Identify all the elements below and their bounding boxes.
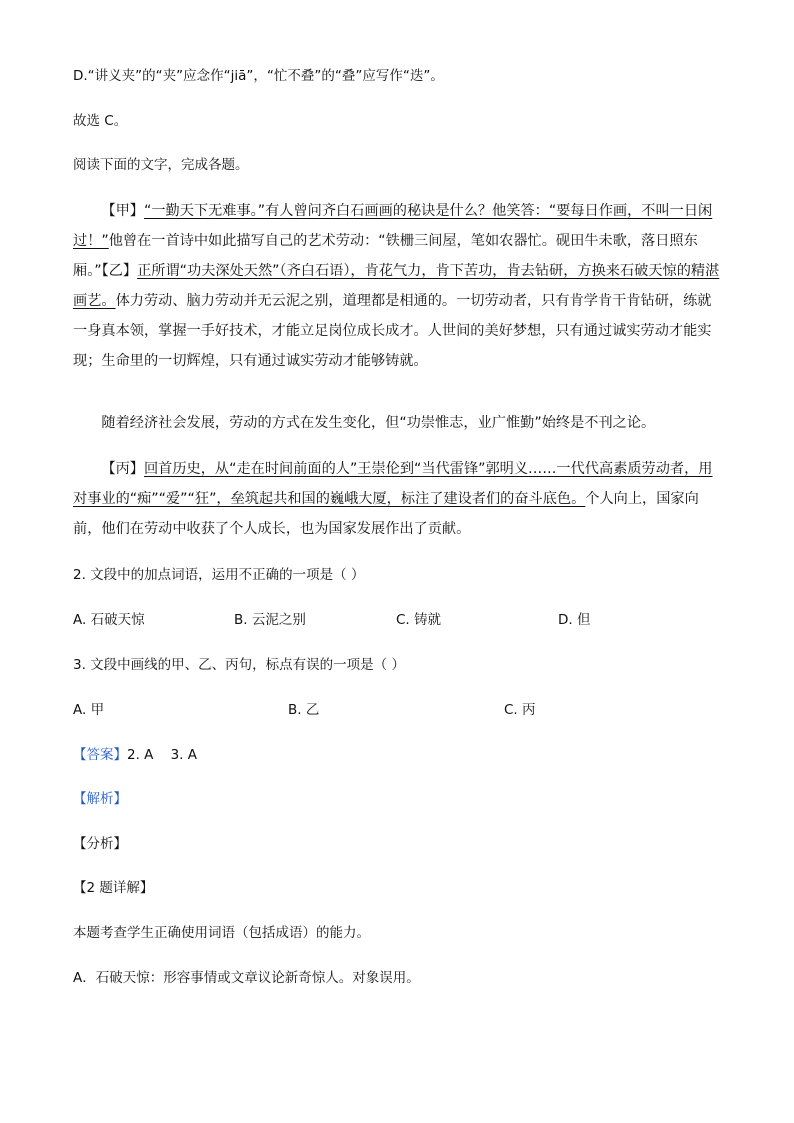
detail-line-1: 本题考查学生正确使用词语（包括成语）的能力。 [73, 925, 370, 941]
passage-yi-text: 体力劳动、脑力劳动并无云泥之别，道理都是相通的。一切劳动者，只有肯学肯干肯钻研，练就一身真本领，掌握一手好技术，才能立足岗位成长成才。人世间的美好梦想，只有通过诚实劳动才能实现；生命里的一切辉煌，只有通过诚实劳动才能够铸就。 [73, 293, 712, 369]
passage-bing-paragraph [73, 454, 721, 544]
question-2-option-c: C. 铸就 [396, 612, 442, 628]
label-jia: 【甲】 [101, 203, 144, 219]
question-2-option-d: D. 但 [558, 612, 591, 628]
question-3-option-a: A. 甲 [73, 702, 105, 718]
underlined-sentence-jia: “一勤天下无难事。”有人曾问齐白石画画的秘诀是什么？他笑答：“要每日作画，不叫一日闲过！” [73, 203, 713, 249]
detail-line-2: A．石破天惊：形容事情或文章议论新奇惊人。对象误用。 [73, 970, 420, 986]
option-d-explanation: D.“讲义夹”的“夹”应念作“jiā”，“忙不叠”的“叠”应写作“迭”。 [73, 68, 444, 84]
answer-label: 【答案】 [73, 747, 127, 763]
question-2-option-b: B. 云泥之别 [234, 612, 306, 628]
question-2-stem: 2. 文段中的加点词语，运用不正确的一项是（ ） [73, 567, 365, 583]
passage-jia-text: 他曾在一首诗中如此描写自己的艺术劳动：“铁栅三间屋，笔如农器忙。砚田牛未歌，落日照东厢。” [73, 233, 698, 279]
middle-text: 随着经济社会发展，劳动的方式在发生变化，但“功崇惟志，业广惟勤”始终是不刊之论。 [101, 415, 656, 431]
question-3-stem: 3. 文段中画线的甲、乙、丙句，标点有误的一项是（ ） [73, 657, 405, 673]
answer-line [73, 745, 197, 765]
label-bing: 【丙】 [101, 461, 144, 477]
question-3-option-c: C. 丙 [504, 702, 536, 718]
question-3-option-b: B. 乙 [288, 702, 320, 718]
label-yi: 【乙】 [101, 263, 138, 279]
answer-text: 2. A 3. A [127, 747, 197, 763]
underlined-sentence-yi: 正所谓“功夫深处天然”（齐白石语），肯花气力，肯下苦功，肯去钻研，方换来石破天惊的精湛画艺。 [73, 263, 720, 309]
passage-bing-text: 个人向上，国家向前，他们在劳动中收获了个人成长，也为国家发展作出了贡献。 [73, 491, 699, 537]
passage-middle-paragraph [73, 408, 721, 438]
choose-c-line: 故选 C。 [73, 113, 128, 129]
detail-label: 【2 题详解】 [73, 880, 154, 896]
underlined-sentence-bing: 回首历史，从“走在时间前面的人”王崇伦到“当代雷锋”郭明义……一代代高素质劳动者，用对事业的“痴”“爱”“狂”，垒筑起共和国的巍峨大厦，标注了建设者们的奋斗底色。 [73, 461, 713, 507]
fenxi-label: 【分析】 [73, 836, 127, 852]
question-2-option-a: A. 石破天惊 [73, 612, 145, 628]
analysis-label: 【解析】 [73, 791, 127, 807]
reading-instruction: 阅读下面的文字，完成各题。 [73, 157, 249, 173]
passage-jia-paragraph [73, 196, 721, 376]
